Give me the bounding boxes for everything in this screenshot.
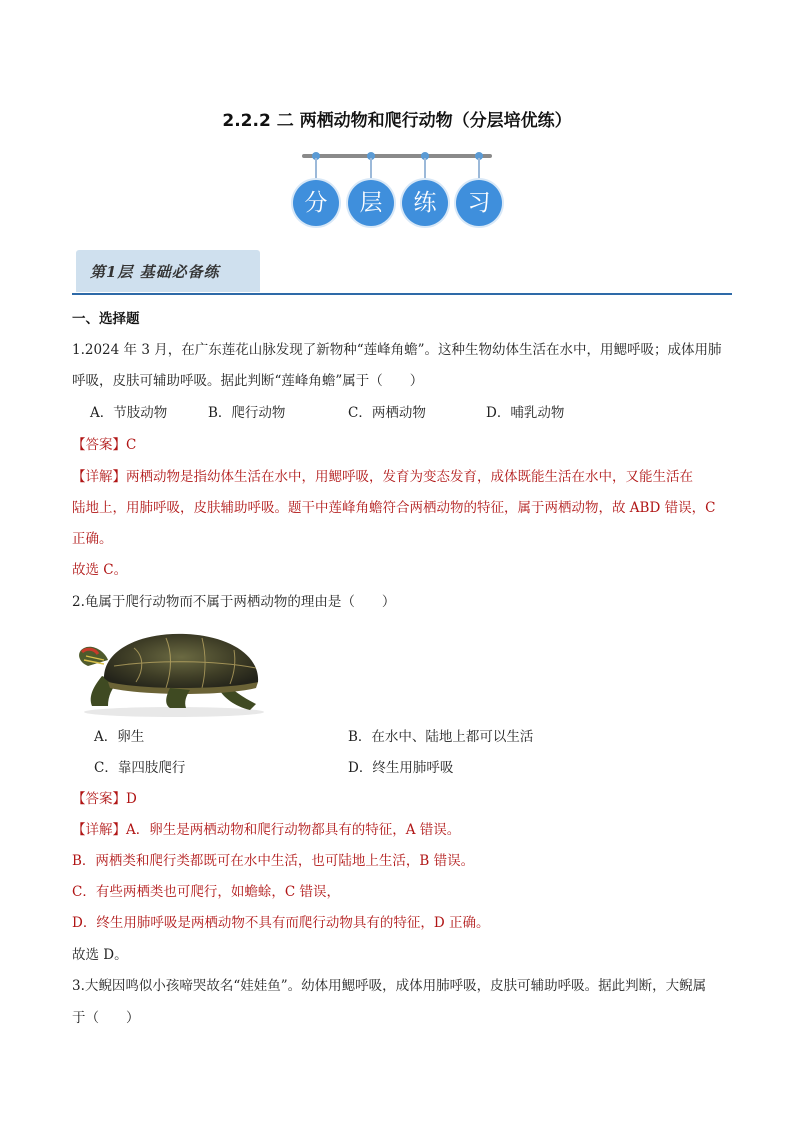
q1-detail-line2: 陆地上，用肺呼吸，皮肤辅助呼吸。题干中莲峰角蟾符合两栖动物的特征，属于两栖动物，故 ABD 错误，C [72,500,716,516]
q1-answer: 【答案】C [72,437,137,453]
section-heading: 一、选择题 [72,311,140,327]
badge-char: 练 [402,180,448,226]
q2-detail-line4: D．终生用肺呼吸是两栖动物不具有而爬行动物具有的特征，D 正确。 [72,915,490,931]
q2-detail-line3: C．有些两栖类也可爬行，如蟾蜍，C 错误， [72,884,340,900]
layered-practice-banner [290,150,502,230]
q2-conclusion: 故选 D。 [72,947,128,963]
q2-detail-line1: 【详解】A．卵生是两栖动物和爬行动物都具有的特征，A 错误。 [72,822,461,838]
badge-char: 分 [293,180,339,226]
q2-stem: 2.龟属于爬行动物而不属于两栖动物的理由是（ ） [72,594,396,610]
q2-option-d: D．终生用肺呼吸 [348,760,454,776]
hanger-string [478,158,480,182]
level-tab [76,250,260,292]
hanging-bar [302,154,492,158]
q1-conclusion: 故选 C。 [72,562,128,578]
q2-option-b: B．在水中、陆地上都可以生活 [348,729,534,745]
q3-stem-line2: 于（ ） [72,1010,140,1026]
q2-option-c: C．靠四肢爬行 [94,760,186,776]
q1-stem-line1: 1.2024 年 3 月，在广东莲花山脉发现了新物种“莲峰角蟾”。这种生物幼体生活在水中，用鳃呼吸；成体用肺 [72,342,722,358]
q2-answer: 【答案】D [72,791,137,807]
q1-detail-line1: 【详解】两栖动物是指幼体生活在水中，用鳃呼吸，发育为变态发育，成体既能生活在水中，又能生活在 [72,469,693,485]
hanger-string [424,158,426,182]
q1-stem-line2: 呼吸，皮肤可辅助呼吸。据此判断“莲峰角蟾”属于（ ） [72,373,424,389]
q3-stem-line1: 3.大鲵因鸣似小孩啼哭故名“娃娃鱼”。幼体用鳃呼吸，成体用肺呼吸，皮肤可辅助呼吸。据此判断，大鲵属 [72,978,707,994]
hanger-string [315,158,317,182]
page-title: 2.2.2 二 两栖动物和爬行动物（分层培优练） [222,111,572,131]
q1-detail-line3: 正确。 [72,531,113,547]
level-label: 第1层 基础必备练 [90,263,220,281]
q1-option-d: D．哺乳动物 [486,405,565,421]
hanger-string [370,158,372,182]
q1-option-a: A．节肢动物 [90,405,168,421]
q1-option-b: B．爬行动物 [208,405,286,421]
level-divider [72,293,732,295]
q1-option-c: C．两栖动物 [348,405,426,421]
badge-char: 层 [348,180,394,226]
badge-char: 习 [456,180,502,226]
q2-detail-line2: B．两栖类和爬行类都既可在水中生活，也可陆地上生活，B 错误。 [72,853,475,869]
q2-option-a: A．卵生 [94,729,145,745]
turtle-image [74,626,266,718]
